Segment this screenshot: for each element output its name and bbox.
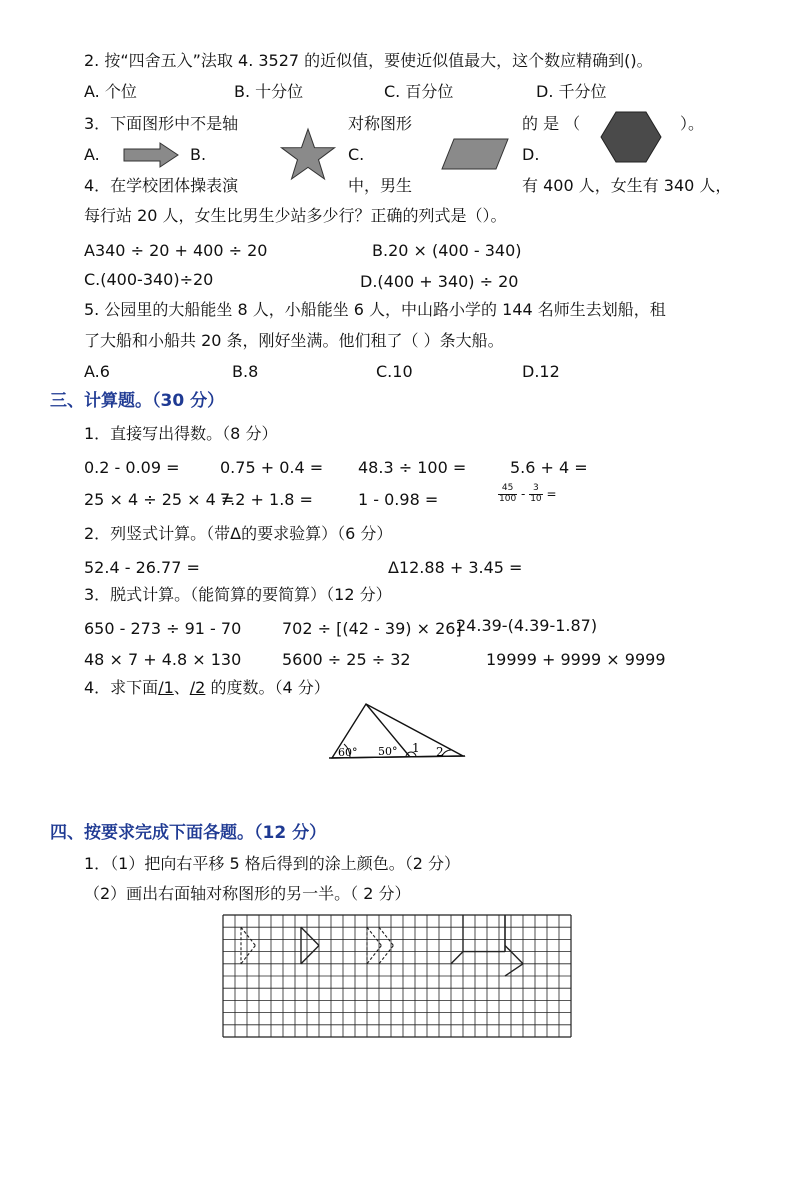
q3-text-4: ）。	[680, 114, 705, 133]
section-3-heading: 三、计算题。（30 分）	[50, 391, 225, 411]
angle-label-1: 1	[412, 741, 420, 755]
q4-text-3: 有 400 人，女生有 340 人，	[522, 176, 732, 195]
calc-q3-item-5: 5600 ÷ 25 ÷ 32	[282, 650, 411, 669]
q4-text-1: 4．在学校团体操表演	[84, 176, 239, 195]
calc-q1-item-5: 25 × 4 ÷ 25 × 4 =	[84, 490, 235, 509]
q2-option-c: C. 百分位	[384, 82, 454, 101]
q2-option-d: D. 千分位	[536, 82, 607, 101]
calc-q3-title: 3．脱式计算。（能简算的要简算）（12 分）	[84, 585, 392, 604]
calc-q2-item-1: 52.4 - 26.77 =	[84, 558, 200, 577]
q4-text-2: 中，男生	[348, 176, 413, 195]
task-1-2: （2）画出右面轴对称图形的另一半。（ 2 分）	[84, 884, 411, 903]
q2-option-a: A. 个位	[84, 82, 137, 101]
calc-q2-item-2: Δ12.88 + 3.45 =	[388, 558, 523, 577]
task-1-1: 1．（1）把向右平移 5 格后得到的涂上颜色。（2 分）	[84, 854, 460, 873]
fraction-3-10: $\frac{3}{10}$	[530, 483, 542, 504]
hexagon-shape	[600, 111, 662, 163]
q5-option-c: C.10	[376, 362, 413, 381]
q4-option-d: D.(400 + 340) ÷ 20	[360, 272, 519, 291]
calc-q1-item-2: 0.75 + 0.4 =	[220, 458, 324, 477]
calc-q2-title: 2．列竖式计算。（带Δ的要求验算）（6 分）	[84, 524, 393, 543]
calc-q1-item-6: 7.2 + 1.8 =	[220, 490, 313, 509]
calc-q3-item-3: 24.39-(4.39-1.87)	[456, 616, 598, 635]
triangle-figure	[326, 700, 468, 762]
q5-option-b: B.8	[232, 362, 259, 381]
q3-option-b: B.	[190, 145, 207, 164]
calc-q3-item-2: 702 ÷ [(42 - 39) × 26]	[282, 619, 462, 638]
section-4-heading: 四、按要求完成下面各题。（12 分）	[50, 823, 327, 843]
q4-option-b: B.20 × (400 - 340)	[372, 241, 522, 260]
fraction-45-100: $\frac{45}{100}$	[499, 483, 517, 504]
q5-option-d: D.12	[522, 362, 560, 381]
q3-text-3: 的 是 （	[522, 114, 581, 133]
arrow-shape	[122, 142, 180, 168]
angle-label-2: 2	[436, 745, 444, 759]
calc-q1-title: 1．直接写出得数。（8 分）	[84, 424, 278, 443]
q3-option-d: D.	[522, 145, 540, 164]
q4-option-c: C.(400-340)÷20	[84, 270, 214, 289]
q5-line-1: 5. 公园里的大船能坐 8 人，小船能坐 6 人，中山路小学的 144 名师生去划船，租	[84, 300, 666, 319]
calc-q1-item-4: 5.6 + 4 =	[510, 458, 588, 477]
drawing-grid	[222, 914, 570, 1038]
q2-option-b: B. 十分位	[234, 82, 304, 101]
q3-option-c: C.	[348, 145, 365, 164]
star-shape	[280, 128, 336, 180]
angle-label-50: 50°	[378, 745, 398, 758]
calc-q3-item-6: 19999 + 9999 × 9999	[486, 650, 666, 669]
calc-q3-item-4: 48 × 7 + 4.8 × 130	[84, 650, 242, 669]
q4-option-a: A340 ÷ 20 + 400 ÷ 20	[84, 241, 268, 260]
q3-text-1: 3．下面图形中不是轴	[84, 114, 239, 133]
q2-text: 2. 按“四舍五入”法取 4. 3527 的近似值，要使近似值最大，这个数应精确到()。	[84, 51, 653, 70]
calc-q1-item-3: 48.3 ÷ 100 =	[358, 458, 467, 477]
q3-option-a: A.	[84, 145, 100, 164]
calc-q1-fraction-expr: $\frac{45}{100}$ - $\frac{3}{10}$ =	[499, 483, 557, 504]
q3-text-2: 对称图形	[348, 114, 413, 133]
calc-q1-item-7: 1 - 0.98 =	[358, 490, 439, 509]
q5-option-a: A.6	[84, 362, 110, 381]
q4-line-2: 每行站 20 人，女生比男生少站多少行？正确的列式是（）。	[84, 206, 507, 225]
calc-q1-item-1: 0.2 - 0.09 =	[84, 458, 180, 477]
parallelogram-shape	[440, 137, 510, 171]
calc-q3-item-1: 650 - 273 ÷ 91 - 70	[84, 619, 242, 638]
angle-label-60: 60°	[338, 746, 358, 759]
calc-q4-title: 4．求下面/1、/2 的度数。（4 分）	[84, 678, 330, 697]
q5-line-2: 了大船和小船共 20 条，刚好坐满。他们租了（ ）条大船。	[84, 331, 504, 350]
